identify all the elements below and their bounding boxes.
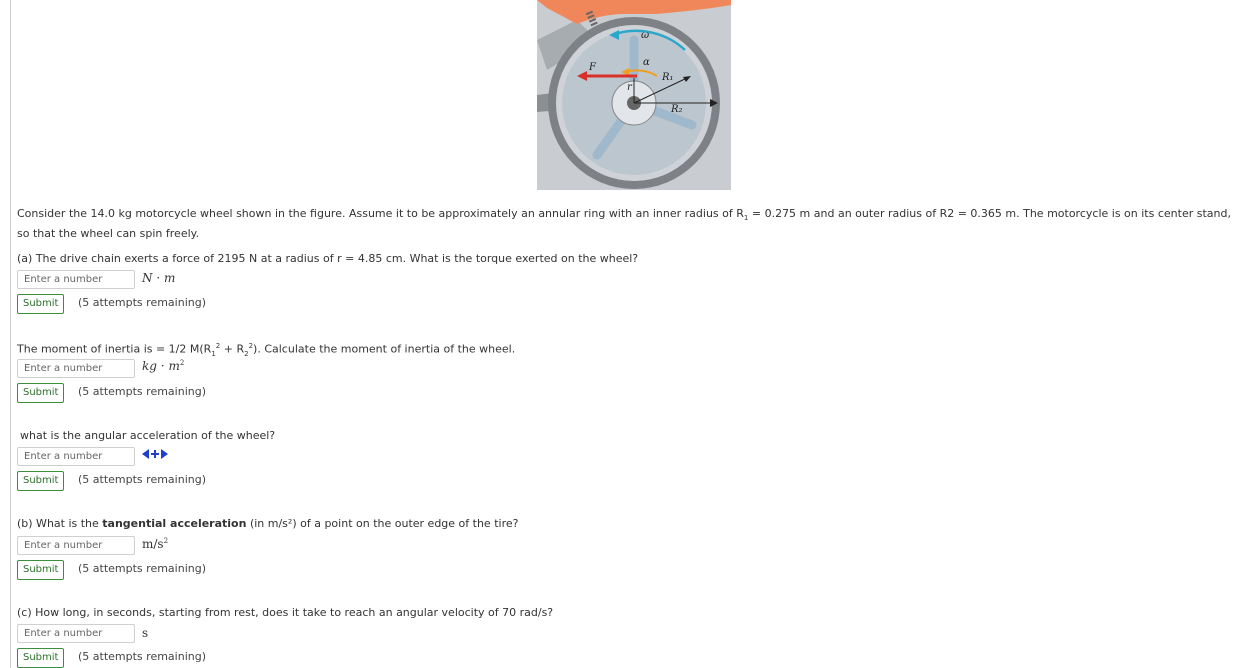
inertia-answer-input[interactable] (17, 359, 135, 378)
motorcycle-wheel-figure (537, 0, 731, 190)
inertia-attempts-remaining: (5 attempts remaining) (78, 385, 206, 398)
tangential-acceleration-unit: $m/s^2$ (142, 537, 169, 551)
r-label: r (627, 82, 632, 93)
question-c-prompt: (c) How long, in seconds, starting from rest, does it take to reach an angular velocity of 70 rad/s? (17, 606, 554, 619)
torque-answer-input[interactable] (17, 270, 135, 289)
problem-statement: Consider the 14.0 kg motorcycle wheel shown in the figure. Assume it to be approximately an annular ring with an inner radius of $R_1 = 0.275$ m and an outer radius of R2 = 0.365 m. The motorcycle is on its center stand, so that the wheel can spin freely. (17, 207, 1231, 241)
question-a-prompt: (a) The drive chain exerts a force of 2195 N at a radius of r = 4.85 cm. What is the torque exerted on the wheel? (17, 252, 639, 265)
tangential-acceleration-input[interactable] (17, 536, 135, 555)
unit-selector-icon[interactable] (142, 448, 168, 463)
torque-unit: N · m (142, 271, 176, 285)
question-b-prompt: (b) What is the tangential acceleration (in m/s²) of a point on the outer edge of the tire? (17, 517, 519, 530)
force-label: F (589, 62, 596, 73)
page-left-border (10, 0, 11, 668)
angular-acceleration-prompt: what is the angular acceleration of the wheel? (20, 429, 276, 442)
inertia-unit: kg · $m^2$ (142, 359, 185, 373)
omega-label: ω (641, 30, 650, 41)
r2-label: R₂ (671, 104, 683, 115)
submit-inertia-button[interactable]: Submit (17, 383, 64, 403)
time-unit: s (142, 626, 149, 640)
wheel-illustration (537, 0, 731, 190)
submit-time-button[interactable]: Submit (17, 648, 64, 668)
r1-label: R₁ (662, 72, 674, 83)
torque-attempts-remaining: (5 attempts remaining) (78, 296, 206, 309)
alpha-label: α (643, 57, 650, 68)
time-answer-input[interactable] (17, 624, 135, 643)
submit-angular-acceleration-button[interactable]: Submit (17, 471, 64, 491)
submit-tangential-acceleration-button[interactable]: Submit (17, 560, 64, 580)
time-attempts-remaining: (5 attempts remaining) (78, 650, 206, 663)
submit-torque-button[interactable]: Submit (17, 294, 64, 314)
inertia-prompt: The moment of inertia is = 1/2 $M(R_1^2 + R_2^2)$. Calculate the moment of inertia of the wheel. (17, 342, 516, 358)
tangential-acceleration-attempts-remaining: (5 attempts remaining) (78, 562, 206, 575)
angular-acceleration-input[interactable] (17, 447, 135, 466)
angular-acceleration-attempts-remaining: (5 attempts remaining) (78, 473, 206, 486)
